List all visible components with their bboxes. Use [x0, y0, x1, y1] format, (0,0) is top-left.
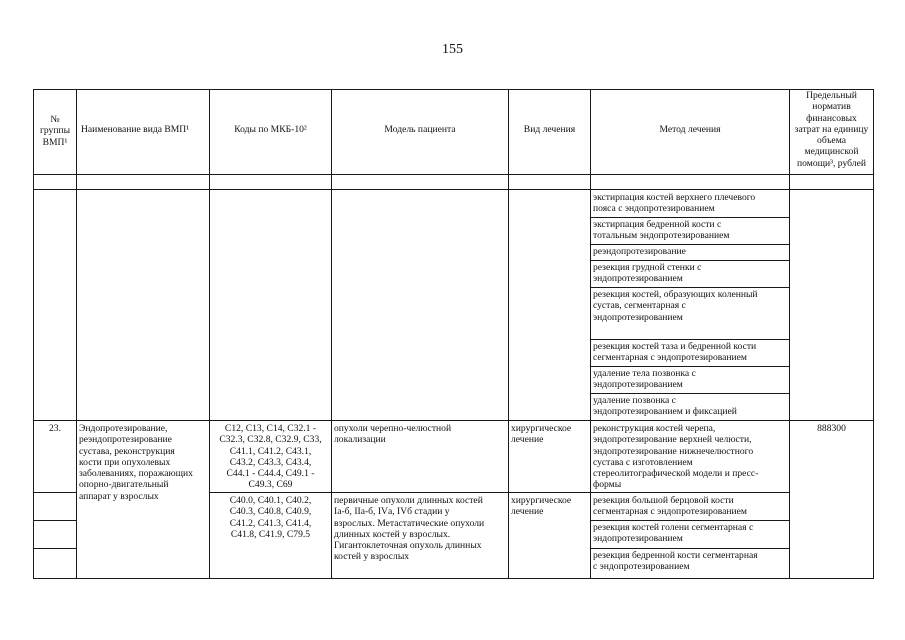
- rule-method-4: [590, 287, 789, 288]
- rule-method-2: [590, 244, 789, 245]
- rule-left-sub2: [33, 520, 76, 521]
- rule-empty-row: [33, 189, 873, 190]
- col-rule-1: [76, 89, 77, 579]
- rule-method-6: [590, 366, 789, 367]
- row2-type: хирургическое лечение: [511, 495, 572, 518]
- header-treatment-type: Вид лечения: [523, 124, 576, 135]
- method-cell: резекция костей, образующих коленный сустав, сегментарная с эндопротезированием: [593, 289, 758, 323]
- col-rule-7: [873, 89, 874, 579]
- row2-method: резекция большой берцовой кости сегментарная с эндопротезированием: [593, 495, 748, 518]
- header-vmp-name: Наименование вида ВМП¹: [81, 124, 190, 135]
- rule-left-sub1: [33, 492, 76, 493]
- row2-codes: C40.0, C40.1, C40.2, C40.3, C40.8, C40.9, C41.2, C41.3, C41.4, C41.8, C41.9, C79.5: [229, 495, 312, 540]
- rule-row2-top: [209, 492, 789, 493]
- method-cell: экстирпация костей верхнего плечевого пояса с эндопротезированием: [593, 192, 756, 215]
- rule-method-8: [590, 520, 789, 521]
- method-cell: удаление тела позвонка с эндопротезированием: [593, 368, 696, 391]
- col-rule-0: [33, 89, 34, 579]
- row2-model: первичные опухоли длинных костей Iа-б, IIа-б, IVа, IVб стадии у взрослых. Метастатические опухоли длинных костей у взрослых. Гигантоклеточная опухоль длинных костей у взрослых: [334, 495, 485, 563]
- rule-header-bottom: [33, 174, 873, 175]
- rule-top: [33, 89, 873, 90]
- row1-method: реконструкция костей черепа, эндопротезирование верхней челюсти, эндопротезирование нижнечелюстного сустава с изготовлением стереолитографической модели и пресс- формы: [593, 423, 759, 491]
- header-group-no: № группы ВМП¹: [39, 114, 71, 148]
- row1-type: хирургическое лечение: [511, 423, 572, 446]
- row2-method: резекция бедренной кости сегментарная с эндопротезированием: [593, 550, 758, 573]
- row1-model: опухоли черепно-челюстной локализации: [334, 423, 452, 446]
- method-cell: реэндопротезирование: [593, 246, 686, 257]
- rule-left-sub3: [33, 548, 76, 549]
- rule-bottom: [33, 578, 873, 579]
- rule-method-1: [590, 217, 789, 218]
- row1-codes: C12, C13, C14, C32.1 - C32.3, C32.8, C32.9, C33, C41.1, C41.2, C43.1, C43.2, C43.3, C43.4, C44.1 - C44.4, C49.1 - C49.3, C69: [219, 423, 322, 491]
- rule-group23-top: [33, 420, 873, 421]
- col-rule-3: [331, 89, 332, 579]
- rule-method-7: [590, 393, 789, 394]
- header-cost-norm: Предельный норматив финансовых затрат на единицу объема медицинской помощи³, рублей: [794, 90, 869, 169]
- row2-method: резекция костей голени сегментарная с эндопротезированием: [593, 522, 754, 545]
- header-patient-model: Модель пациента: [384, 124, 456, 135]
- method-cell: резекция костей таза и бедренной кости сегментарная с эндопротезированием: [593, 341, 757, 364]
- col-rule-4: [508, 89, 509, 579]
- method-cell: экстирпация бедренной кости с тотальным эндопротезированием: [593, 219, 730, 242]
- header-treatment-method: Метод лечения: [659, 124, 721, 135]
- header-icd-codes: Коды по МКБ-10²: [234, 124, 307, 135]
- group-cost: 888300: [817, 423, 846, 434]
- rule-method-3: [590, 260, 789, 261]
- method-cell: удаление позвонка с эндопротезированием и фиксацией: [593, 395, 737, 418]
- method-cell: резекция грудной стенки с эндопротезированием: [593, 262, 702, 285]
- rule-method-5: [590, 339, 789, 340]
- rule-method-9: [590, 548, 789, 549]
- page-number: 155: [442, 42, 463, 57]
- col-rule-5: [590, 89, 591, 579]
- group-name: Эндопротезирование, реэндопротезирование сустава, реконструкция кости при опухолевых заболеваниях, поражающих опорно-двигательный аппарат у взрослых: [79, 423, 193, 502]
- group-number: 23.: [49, 423, 61, 434]
